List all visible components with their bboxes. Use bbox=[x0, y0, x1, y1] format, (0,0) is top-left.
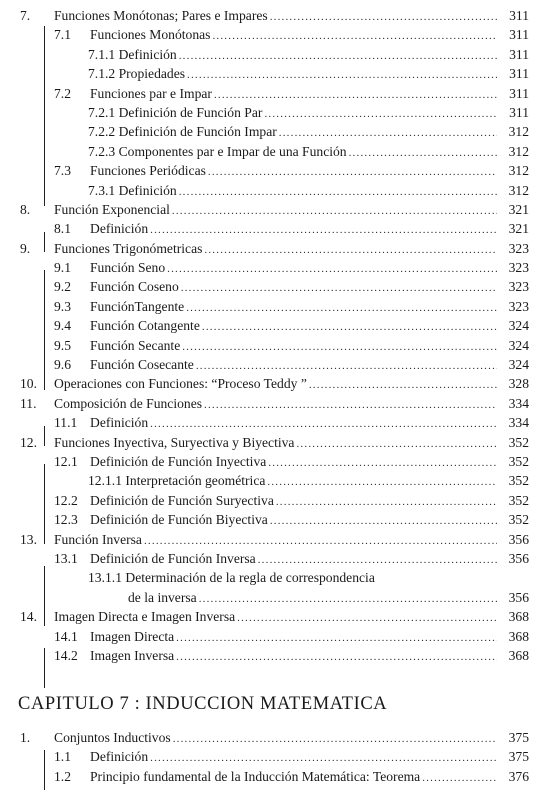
entry-number: 8.1 bbox=[54, 221, 71, 237]
entry-number: 1.2 bbox=[54, 768, 71, 784]
toc-entry bbox=[0, 297, 545, 316]
entry-number: 9.4 bbox=[54, 318, 71, 334]
entry-title: 12.1.1 Interpretación geométrica bbox=[88, 471, 267, 490]
toc-entry bbox=[0, 374, 545, 393]
entry-number: 14. bbox=[20, 609, 37, 625]
toc-entry bbox=[0, 45, 545, 64]
toc-entry bbox=[0, 491, 545, 510]
toc-entry bbox=[0, 277, 545, 296]
page-number: 334 bbox=[508, 415, 529, 431]
toc-entry bbox=[0, 471, 545, 490]
page-number: 311 bbox=[509, 85, 529, 101]
page-number: 352 bbox=[508, 453, 529, 469]
toc-entry bbox=[0, 413, 545, 432]
entry-title: Funciones Trigonómetricas bbox=[54, 239, 204, 258]
entry-title: Definición bbox=[90, 219, 150, 238]
entry-title: Operaciones con Funciones: “Proceso Teddy ” bbox=[54, 374, 309, 393]
entry-number: 11. bbox=[20, 395, 37, 411]
toc-entry bbox=[0, 200, 545, 219]
entry-title: Función Coseno bbox=[90, 277, 181, 296]
toc-entry bbox=[0, 530, 545, 549]
entry-title: Función Inversa bbox=[54, 530, 144, 549]
entry-title: Imagen Directa e Imagen Inversa bbox=[54, 607, 237, 626]
toc-entry bbox=[0, 355, 545, 374]
entry-number: 9.5 bbox=[54, 337, 71, 353]
entry-title: Funciones par e Impar bbox=[90, 84, 214, 103]
entry-number: 9.6 bbox=[54, 357, 71, 373]
page-number: 311 bbox=[509, 66, 529, 82]
page-number: 324 bbox=[508, 318, 529, 334]
toc-entry bbox=[0, 84, 545, 103]
toc-entry bbox=[0, 103, 545, 122]
chapter-contents bbox=[0, 728, 545, 786]
toc-entry bbox=[0, 394, 545, 413]
entry-number: 7.1 bbox=[54, 27, 71, 43]
entry-number: 7.2 bbox=[54, 85, 71, 101]
entry-title: 7.3.1 Definición bbox=[88, 181, 179, 200]
toc-entry bbox=[0, 142, 545, 161]
page-number: 368 bbox=[508, 628, 529, 644]
entry-number: 12. bbox=[20, 434, 37, 450]
entry-number: 9.1 bbox=[54, 260, 71, 276]
entry-title: Definición de Función Biyectiva bbox=[90, 510, 270, 529]
section-rule bbox=[44, 426, 45, 446]
entry-title: 7.1.2 Propiedades bbox=[88, 64, 187, 83]
page-number: 324 bbox=[508, 357, 529, 373]
page-number: 321 bbox=[508, 201, 529, 217]
section-rule bbox=[44, 750, 45, 790]
toc-entry bbox=[0, 588, 545, 607]
page-number: 352 bbox=[508, 512, 529, 528]
toc-entry bbox=[0, 728, 545, 747]
entry-title: Función Cotangente bbox=[90, 316, 202, 335]
entry-title: Funciones Inyectiva, Suryectiva y Biyectiva bbox=[54, 433, 296, 452]
toc-entry bbox=[0, 25, 545, 44]
toc-entry bbox=[0, 568, 545, 587]
toc-entry bbox=[0, 607, 545, 626]
entry-title: 7.2.3 Componentes par e Impar de una Función bbox=[88, 142, 349, 161]
leader-dots bbox=[176, 648, 497, 667]
page-number: 352 bbox=[508, 492, 529, 508]
page-number: 324 bbox=[508, 337, 529, 353]
entry-title: Composición de Funciones bbox=[54, 394, 204, 413]
page-number: 375 bbox=[508, 730, 529, 745]
page-number: 312 bbox=[508, 124, 529, 140]
page-number: 375 bbox=[508, 749, 529, 765]
entry-number: 1. bbox=[20, 730, 31, 745]
page-number: 312 bbox=[508, 143, 529, 159]
entry-title: Imagen Directa bbox=[90, 627, 176, 646]
page-number: 323 bbox=[508, 279, 529, 295]
toc-entry bbox=[0, 181, 545, 200]
entry-number: 11.1 bbox=[54, 415, 78, 431]
chapter-heading: CAPITULO 7 : INDUCCION MATEMATICA bbox=[18, 694, 388, 714]
entry-number: 12.1 bbox=[54, 453, 78, 469]
entry-number: 12.2 bbox=[54, 492, 78, 508]
page-number: 368 bbox=[508, 609, 529, 625]
entry-title: Conjuntos Inductivos bbox=[54, 728, 173, 747]
toc-entry bbox=[0, 6, 545, 25]
entry-number: 7.3 bbox=[54, 163, 71, 179]
page-number: 334 bbox=[508, 395, 529, 411]
entry-title: 7.2.1 Definición de Función Par bbox=[88, 103, 264, 122]
entry-title: Principio fundamental de la Inducción Matemática: Teorema bbox=[90, 767, 422, 786]
entry-title: 13.1.1 Determinación de la regla de correspondencia bbox=[88, 568, 377, 587]
entry-title: Función Secante bbox=[90, 336, 182, 355]
entry-number: 12.3 bbox=[54, 512, 78, 528]
entry-title: 7.1.1 Definición bbox=[88, 45, 179, 64]
page-number: 321 bbox=[508, 221, 529, 237]
page-number: 356 bbox=[508, 550, 529, 566]
page-number: 328 bbox=[508, 376, 529, 392]
entry-number: 13.1 bbox=[54, 550, 78, 566]
section-rule bbox=[44, 648, 45, 688]
entry-title: Imagen Inversa bbox=[90, 646, 176, 665]
page-number: 323 bbox=[508, 298, 529, 314]
entry-title: Definición bbox=[90, 747, 150, 766]
page-number: 312 bbox=[508, 182, 529, 198]
toc-entry bbox=[0, 510, 545, 529]
toc-entry bbox=[0, 452, 545, 471]
toc-entry bbox=[0, 161, 545, 180]
entry-title: Función Seno bbox=[90, 258, 167, 277]
entry-number: 14.2 bbox=[54, 647, 78, 663]
entry-title: 7.2.2 Definición de Función Impar bbox=[88, 122, 279, 141]
entry-title: Definición de Función Suryectiva bbox=[90, 491, 276, 510]
entry-title: de la inversa bbox=[128, 588, 199, 607]
toc-entry bbox=[0, 549, 545, 568]
page-number: 323 bbox=[508, 260, 529, 276]
entry-number: 9.2 bbox=[54, 279, 71, 295]
entry-number: 1.1 bbox=[54, 749, 71, 765]
toc-entry bbox=[0, 747, 545, 766]
leader-dots bbox=[422, 769, 497, 788]
toc-entry bbox=[0, 258, 545, 277]
page-number: 376 bbox=[508, 768, 529, 784]
entry-title: Funciones Monótonas bbox=[90, 25, 212, 44]
section-rule bbox=[44, 566, 45, 626]
entry-number: 13. bbox=[20, 531, 37, 547]
entry-number: 9.3 bbox=[54, 298, 71, 314]
toc-entry bbox=[0, 336, 545, 355]
page-number: 356 bbox=[508, 531, 529, 547]
toc-entry bbox=[0, 433, 545, 452]
page-number: 352 bbox=[508, 434, 529, 450]
toc-entry bbox=[0, 646, 545, 665]
toc-entry bbox=[0, 767, 545, 786]
toc-entry bbox=[0, 219, 545, 238]
section-rule bbox=[44, 270, 45, 390]
entry-title: Funciones Periódicas bbox=[90, 161, 208, 180]
table-of-contents bbox=[0, 6, 545, 665]
entry-title: Definición de Función Inyectiva bbox=[90, 452, 268, 471]
page-number: 352 bbox=[508, 473, 529, 489]
section-rule bbox=[44, 26, 45, 206]
page-number: 311 bbox=[509, 8, 529, 23]
page-number: 356 bbox=[508, 589, 529, 605]
toc-entry bbox=[0, 627, 545, 646]
page-number: 311 bbox=[509, 46, 529, 62]
toc-entry bbox=[0, 122, 545, 141]
entry-number: 10. bbox=[20, 376, 37, 392]
entry-title: FunciónTangente bbox=[90, 297, 186, 316]
toc-entry bbox=[0, 239, 545, 258]
toc-entry bbox=[0, 64, 545, 83]
page-number: 368 bbox=[508, 647, 529, 663]
section-rule bbox=[44, 464, 45, 544]
toc-entry bbox=[0, 316, 545, 335]
entry-title: Definición bbox=[90, 413, 150, 432]
page-number: 323 bbox=[508, 240, 529, 256]
section-rule bbox=[44, 232, 45, 252]
page-number: 311 bbox=[509, 27, 529, 43]
entry-title: Funciones Monótonas; Pares e Impares bbox=[54, 6, 270, 25]
entry-title: Función Cosecante bbox=[90, 355, 196, 374]
entry-title: Función Exponencial bbox=[54, 200, 172, 219]
entry-number: 14.1 bbox=[54, 628, 78, 644]
page-number: 311 bbox=[509, 104, 529, 120]
entry-number: 8. bbox=[20, 201, 31, 217]
entry-number: 7. bbox=[20, 8, 31, 23]
entry-title: Definición de Función Inversa bbox=[90, 549, 258, 568]
page-number: 312 bbox=[508, 163, 529, 179]
entry-number: 9. bbox=[20, 240, 31, 256]
